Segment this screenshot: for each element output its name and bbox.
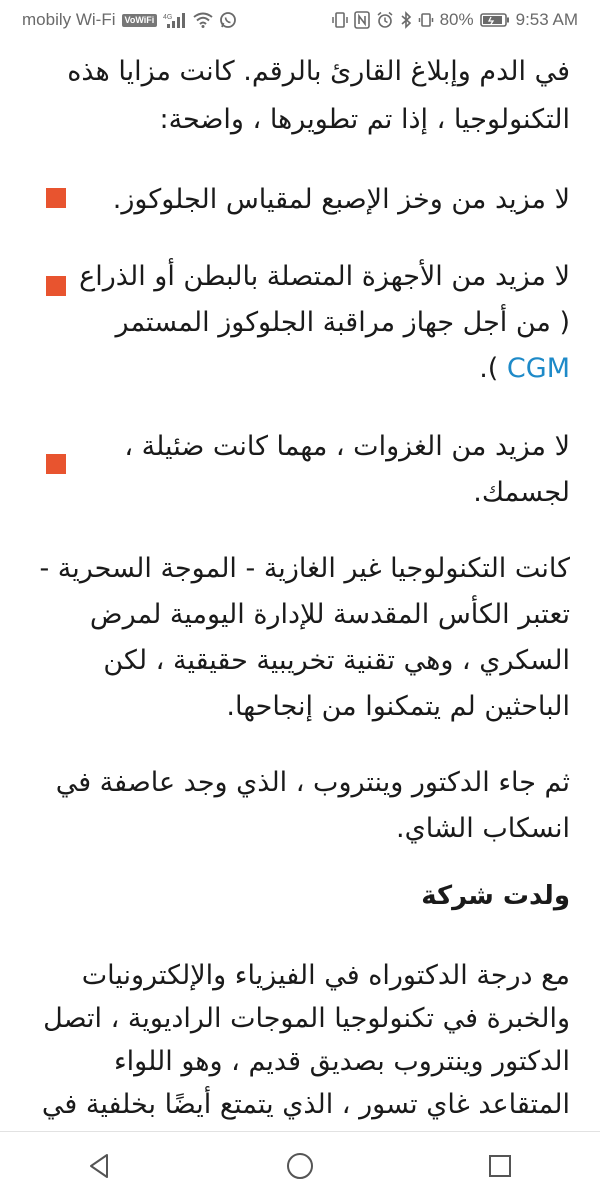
bullet-line-1: لا مزيد من الأجهزة المتصلة بالبطن أو الذراع [79, 261, 570, 292]
bullet-square-icon [46, 188, 66, 208]
bullet-line-2: ( من أجل جهاز مراقبة الجلوكوز المستمر [115, 307, 570, 338]
intro-paragraph [28, 48, 570, 144]
bullet-text: لا مزيد من وخز الإصبع لمقياس الجلوكوز. [112, 184, 570, 215]
bullet-square-icon [46, 276, 66, 296]
intro-line-1: في الدم وإبلاغ القارئ بالرقم. كانت مزايا هذه [67, 56, 570, 87]
para1-line-4: الباحثين لم يتمكنوا من إنجاحها. [226, 691, 570, 722]
intro-line-2: التكنولوجيا ، إذا تم تطويرها ، واضحة: [159, 104, 570, 135]
network-type-label: 4G [163, 14, 173, 21]
signal-icon [163, 12, 187, 28]
list-item [28, 254, 570, 392]
battery-icon [480, 12, 510, 28]
recents-button[interactable] [460, 1141, 540, 1191]
recents-icon [485, 1151, 515, 1181]
list-item [28, 424, 570, 516]
para1-line-2: تعتبر الكأس المقدسة للإدارة اليومية لمرض [89, 599, 570, 630]
home-button[interactable] [260, 1141, 340, 1191]
bullet-line-3-tail: ). [479, 353, 507, 384]
bullet-line-1: لا مزيد من الغزوات ، مهما كانت ضئيلة ، [124, 431, 570, 462]
benefits-list [28, 176, 570, 516]
para3-line-1: مع درجة الدكتوراه في الفيزياء والإلكترونيات [81, 960, 570, 991]
para1-line-3: السكري ، وهي تقنية تخريبية حقيقية ، لكن [103, 645, 570, 676]
para2-line-2: انسكاب الشاي. [396, 813, 570, 844]
paragraph-tea-spill [28, 760, 570, 852]
carrier-label: mobily Wi-Fi [22, 10, 116, 29]
back-button[interactable] [60, 1141, 140, 1191]
bluetooth-icon [400, 11, 412, 29]
status-bar [0, 0, 600, 40]
bullet-text [78, 424, 570, 516]
battery-percent: 80% [439, 10, 474, 29]
para2-line-1: ثم جاء الدكتور وينتروب ، الذي وجد عاصفة في [55, 767, 570, 798]
status-right [332, 10, 578, 30]
article-body [0, 40, 600, 1132]
para3-line-2: والخبرة في تكنولوجيا الموجات الراديوية ، اتصل [43, 1003, 570, 1034]
vibrate-icon [332, 11, 348, 29]
vowifi-badge: VoWiFi [122, 14, 158, 27]
alarm-icon [376, 11, 394, 29]
status-left [22, 10, 237, 30]
para3-line-3: الدكتور وينتروب بصديق قديم ، وهو اللواء [113, 1046, 570, 1077]
wifi-icon [193, 12, 213, 28]
paragraph-magic-wave [28, 546, 570, 730]
para3-line-4: المتقاعد غاي تسور ، الذي يتمتع أيضًا بخلفية في [41, 1089, 570, 1120]
bullet-square-icon [46, 454, 66, 474]
bullet-text [78, 254, 570, 392]
vibrate-mode-icon [418, 11, 434, 29]
cgm-link[interactable]: CGM [506, 353, 570, 384]
navigation-bar [0, 1131, 600, 1200]
clock: 9:53 AM [515, 10, 578, 29]
bullet-line-2: لجسمك. [473, 477, 570, 508]
section-heading: ولدت شركة [421, 881, 570, 911]
home-icon [285, 1151, 315, 1181]
back-icon [85, 1151, 115, 1181]
whatsapp-icon [219, 11, 237, 29]
list-item [28, 176, 570, 224]
para1-line-1: كانت التكنولوجيا غير الغازية - الموجة السحرية - [39, 553, 570, 584]
nfc-icon [354, 11, 370, 29]
